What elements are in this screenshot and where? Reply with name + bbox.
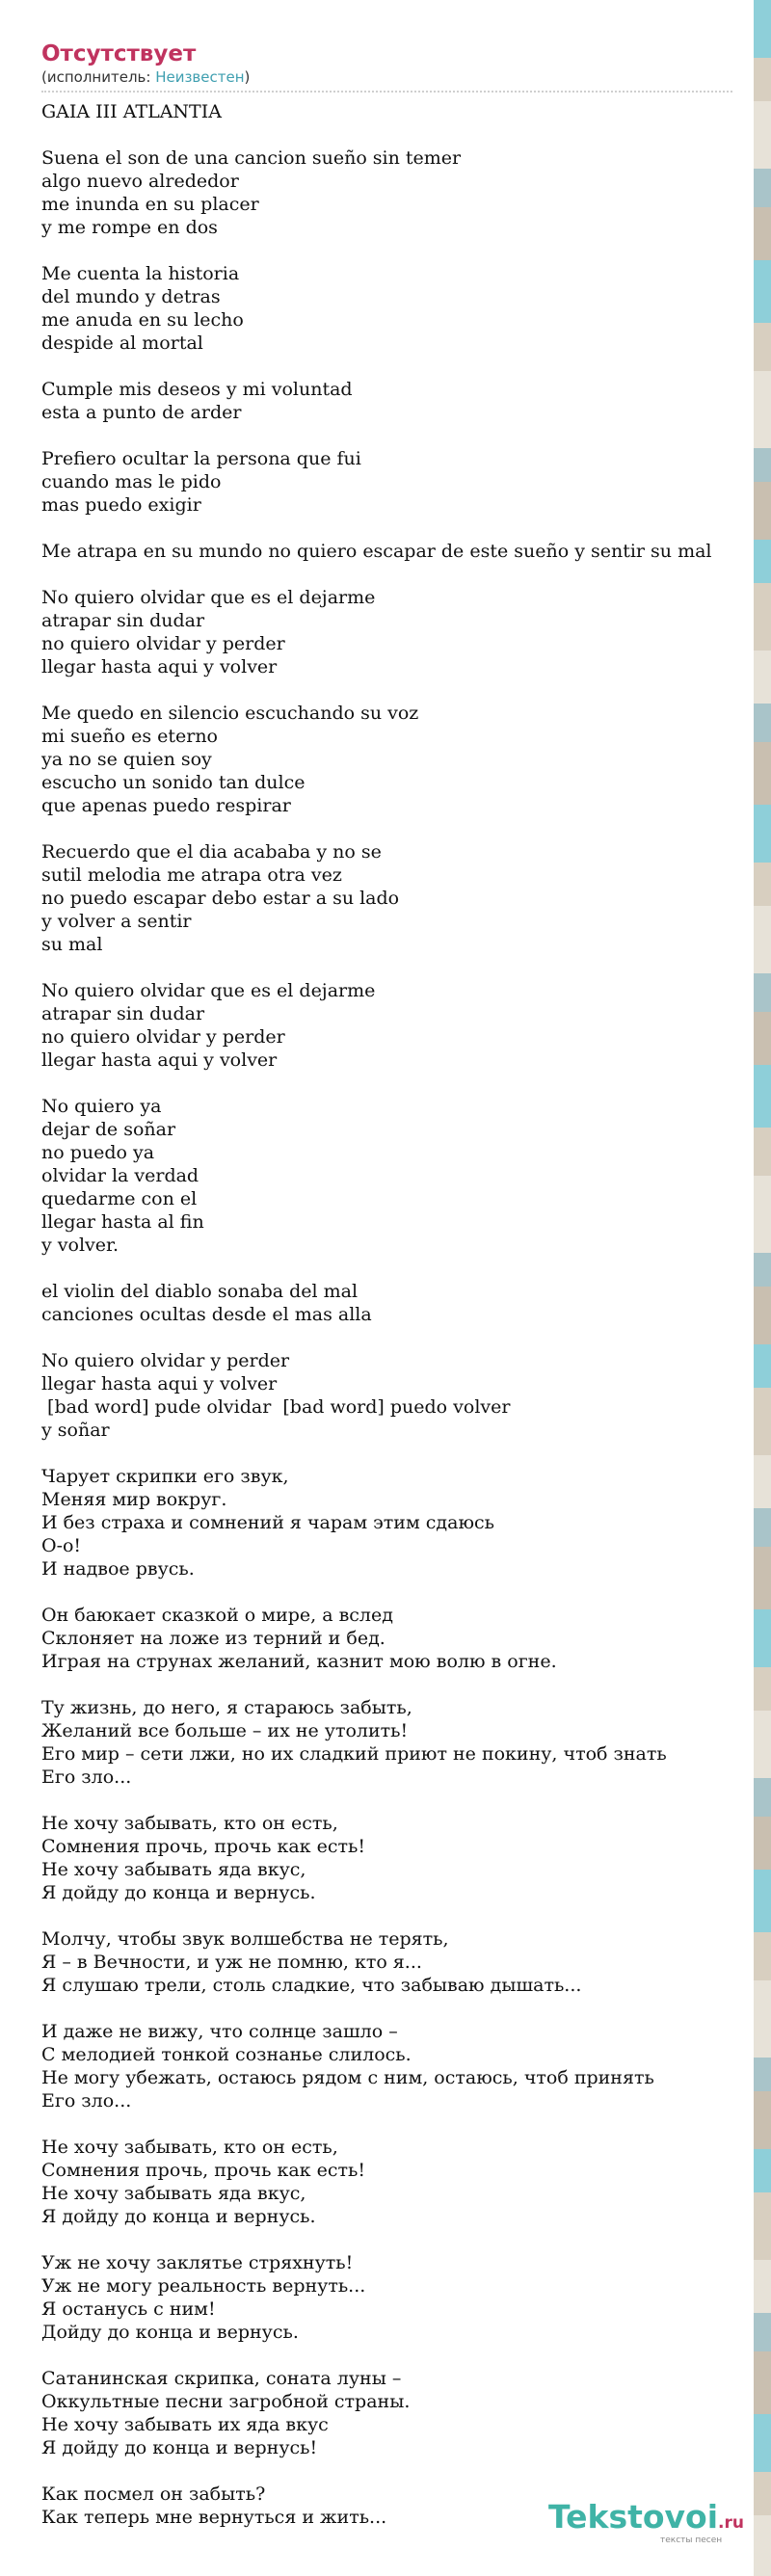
- lyrics-blank-line: [41, 517, 755, 540]
- lyrics-line: Я слушаю трели, столь сладкие, что забываю дышать...: [41, 1975, 582, 1996]
- lyrics-line: canciones ocultas desde el mas alla: [41, 1304, 372, 1325]
- lyrics-line: О-о!: [41, 1535, 82, 1556]
- stripe-segment: [754, 1287, 771, 1344]
- stripe-segment: [754, 2058, 771, 2091]
- lyrics-line: No quiero olvidar y perder: [41, 1350, 290, 1371]
- lyrics-line: Я останусь с ним!: [41, 2298, 216, 2320]
- lyrics-line: Его мир – сети лжи, но их сладкий приют не покину, чтоб знать: [41, 1743, 667, 1765]
- lyrics-line: Молчу, чтобы звук волшебства не терять,: [41, 1928, 449, 1950]
- artist-suffix: ): [244, 68, 251, 86]
- stripe-segment: [754, 371, 771, 448]
- lyrics-blank-line: [41, 2459, 755, 2483]
- lyrics-line: mas puedo exigir: [41, 494, 201, 516]
- lyrics-line: И даже не вижу, что солнце зашло –: [41, 2021, 398, 2042]
- stripe-segment: [754, 2091, 771, 2149]
- stripe-segment: [754, 1508, 771, 1547]
- stripe-segment: [754, 1012, 771, 1065]
- lyrics-blank-line: [41, 1789, 755, 1812]
- lyrics-line: Уж не могу реальность вернуть...: [41, 2275, 366, 2297]
- logo-name: Tekstovoi: [548, 2498, 719, 2536]
- stripe-segment: [754, 1176, 771, 1253]
- lyrics-blank-line: [41, 1442, 755, 1465]
- stripe-segment: [754, 2192, 771, 2260]
- stripe-segment: [754, 1065, 771, 1128]
- stripe-segment: [754, 1128, 771, 1176]
- lyrics-blank-line: [41, 1997, 755, 2020]
- lyrics-line: esta a punto de arder: [41, 402, 242, 423]
- stripe-segment: [754, 448, 771, 482]
- stripe-segment: [754, 169, 771, 207]
- lyrics-line: el violin del diablo sonaba del mal: [41, 1281, 359, 1302]
- lyrics-blank-line: [41, 2228, 755, 2251]
- stripe-segment: [754, 482, 771, 540]
- lyrics-line: Me quedo en silencio escuchando su voz: [41, 703, 419, 724]
- stripe-segment: [754, 260, 771, 323]
- stripe-segment: [754, 2472, 771, 2515]
- lyrics-blank-line: [41, 1580, 755, 1604]
- stripe-segment: [754, 58, 771, 101]
- stripe-segment: [754, 805, 771, 863]
- lyrics-line: Сомнения прочь, прочь как есть!: [41, 2160, 365, 2181]
- lyrics-line: Его зло...: [41, 1766, 132, 1788]
- lyrics-line: Я дойду до конца и вернусь!: [41, 2437, 318, 2458]
- lyrics-blank-line: [41, 424, 755, 447]
- stripe-segment: [754, 2260, 771, 2313]
- lyrics-blank-line: [41, 1072, 755, 1095]
- lyrics-blank-line: [41, 956, 755, 979]
- lyrics-line: Оккультные песни загробной страны.: [41, 2391, 411, 2412]
- stripe-segment: [754, 1344, 771, 1388]
- lyrics-line: Желаний все больше – их не утолить!: [41, 1720, 409, 1741]
- stripe-segment: [754, 973, 771, 1012]
- lyrics-line: llegar hasta aqui y volver: [41, 1049, 278, 1071]
- stripe-segment: [754, 0, 771, 58]
- stripe-segment: [754, 1253, 771, 1287]
- stripe-segment: [754, 906, 771, 973]
- artist-link[interactable]: Неизвестен: [155, 68, 245, 86]
- lyrics-line: quedarme con el: [41, 1188, 198, 1209]
- lyrics-line: sutil melodia me atrapa otra vez: [41, 864, 342, 886]
- lyrics-line: mi sueño es eterno: [41, 726, 218, 747]
- stripe-segment: [754, 1455, 771, 1508]
- lyrics-line: И надвое рвусь.: [41, 1558, 195, 1580]
- lyrics-line: Не хочу забывать, кто он есть,: [41, 1813, 338, 1834]
- lyrics-line: no puedo ya: [41, 1142, 155, 1163]
- lyrics-line: no quiero olvidar y perder: [41, 633, 285, 654]
- lyrics-line: llegar hasta aqui y volver: [41, 656, 278, 677]
- lyrics-line: No quiero olvidar que es el dejarme: [41, 980, 376, 1001]
- stripe-segment: [754, 2313, 771, 2351]
- artist-prefix: (исполнитель:: [41, 68, 156, 86]
- lyrics-line: Уж не хочу заклятье стряхнуть!: [41, 2252, 354, 2273]
- logo-tagline: тексты песен: [660, 2536, 723, 2545]
- lyrics-line: No quiero olvidar que es el dejarme: [41, 587, 376, 608]
- lyrics-page: [41, 40, 755, 2529]
- lyrics-line: Сомнения прочь, прочь как есть!: [41, 1836, 365, 1857]
- decorative-side-stripes: [754, 0, 771, 2576]
- lyrics-line: atrapar sin dudar: [41, 1003, 205, 1024]
- lyrics-line: Ту жизнь, до него, я стараюсь забыть,: [41, 1697, 412, 1718]
- lyrics-line: cuando mas le pido: [41, 471, 222, 492]
- lyrics-line: GAIA III ATLANTIA: [41, 101, 222, 122]
- lyrics-blank-line: [41, 1904, 755, 1927]
- lyrics-line: Склоняет на ложе из терний и бед.: [41, 1628, 386, 1649]
- lyrics-blank-line: [41, 1257, 755, 1280]
- stripe-segment: [754, 1817, 771, 1870]
- stripe-segment: [754, 2351, 771, 2414]
- lyrics-blank-line: [41, 817, 755, 840]
- lyrics-line: no quiero olvidar y perder: [41, 1026, 285, 1048]
- stripe-segment: [754, 1870, 771, 1932]
- lyrics-line: no puedo escapar debo estar a su lado: [41, 888, 400, 909]
- lyrics-line: algo nuevo alrededor: [41, 171, 239, 192]
- lyrics-line: Не хочу забывать, кто он есть,: [41, 2137, 338, 2158]
- lyrics-line: llegar hasta aqui y volver: [41, 1373, 278, 1394]
- lyrics-line: [bad word] pude olvidar [bad word] puedo volver: [41, 1396, 511, 1418]
- lyrics-line: Сатанинская скрипка, соната луны –: [41, 2368, 402, 2389]
- lyrics-blank-line: [41, 2112, 755, 2136]
- stripe-segment: [754, 2414, 771, 2472]
- stripe-segment: [754, 207, 771, 260]
- lyrics-line: escucho un sonido tan dulce: [41, 772, 306, 793]
- stripe-segment: [754, 2515, 771, 2576]
- stripe-segment: [754, 101, 771, 169]
- lyrics-line: Дойду до конца и вернусь.: [41, 2322, 299, 2343]
- lyrics-blank-line: [41, 355, 755, 378]
- lyrics-line: Me cuenta la historia: [41, 263, 240, 284]
- stripe-segment: [754, 742, 771, 805]
- lyrics-line: С мелодией тонкой сознанье слилось.: [41, 2044, 412, 2065]
- lyrics-line: Чарует скрипки его звук,: [41, 1466, 289, 1487]
- stripe-segment: [754, 1711, 771, 1778]
- lyrics-line: No quiero ya: [41, 1096, 162, 1117]
- stripe-segment: [754, 863, 771, 906]
- stripe-segment: [754, 1778, 771, 1817]
- stripe-segment: [754, 1609, 771, 1667]
- stripe-segment: [754, 583, 771, 651]
- lyrics-line: su mal: [41, 934, 103, 955]
- lyrics-line: Я – в Вечности, и уж не помню, кто я...: [41, 1952, 422, 1973]
- lyrics-blank-line: [41, 563, 755, 586]
- lyrics-line: Играя на струнах желаний, казнит мою волю в огне.: [41, 1651, 557, 1672]
- lyrics-text: [41, 100, 755, 2529]
- lyrics-blank-line: [41, 239, 755, 262]
- lyrics-line: Recuerdo que el dia acababa y no se: [41, 841, 382, 863]
- lyrics-blank-line: [41, 678, 755, 702]
- lyrics-line: Не хочу забывать их яда вкус: [41, 2414, 329, 2435]
- lyrics-line: ya no se quien soy: [41, 749, 212, 770]
- lyrics-line: Я дойду до конца и вернусь.: [41, 1882, 316, 1903]
- lyrics-line: Я дойду до конца и вернусь.: [41, 2206, 316, 2227]
- lyrics-line: que apenas puedo respirar: [41, 795, 291, 816]
- lyrics-line: y soñar: [41, 1420, 110, 1441]
- artist-line: [41, 68, 755, 86]
- stripe-segment: [754, 1932, 771, 1980]
- lyrics-line: y me rompe en dos: [41, 217, 218, 238]
- lyrics-line: del mundo y detras: [41, 286, 221, 307]
- lyrics-line: dejar de soñar: [41, 1119, 176, 1140]
- logo-tld: .ru: [718, 2513, 744, 2533]
- lyrics-line: y volver a sentir: [41, 911, 192, 932]
- lyrics-line: despide al mortal: [41, 332, 203, 354]
- song-title: Отсутствует: [41, 41, 197, 66]
- lyrics-line: Его зло...: [41, 2090, 132, 2111]
- lyrics-line: olvidar la verdad: [41, 1165, 199, 1186]
- stripe-segment: [754, 1980, 771, 2058]
- site-logo[interactable]: [548, 2498, 744, 2556]
- lyrics-line: Как теперь мне вернуться и жить...: [41, 2507, 387, 2528]
- lyrics-line: atrapar sin dudar: [41, 610, 205, 631]
- lyrics-line: Me atrapa en su mundo no quiero escapar de este sueño y sentir su mal: [41, 541, 712, 562]
- lyrics-line: Cumple mis deseos y mi voluntad: [41, 379, 353, 400]
- lyrics-line: me inunda en su placer: [41, 194, 259, 215]
- lyrics-line: Меняя мир вокруг.: [41, 1489, 227, 1510]
- title-divider: [41, 91, 732, 93]
- lyrics-line: Не могу убежать, остаюсь рядом с ним, остаюсь, чтоб принять: [41, 2067, 654, 2088]
- lyrics-line: И без страха и сомнений я чарам этим сдаюсь: [41, 1512, 494, 1533]
- stripe-segment: [754, 1388, 771, 1455]
- lyrics-line: me anuda en su lecho: [41, 309, 244, 331]
- lyrics-blank-line: [41, 1326, 755, 1349]
- lyrics-line: llegar hasta al fin: [41, 1211, 204, 1233]
- lyrics-blank-line: [41, 2344, 755, 2367]
- lyrics-line: Он баюкает сказкой о мире, а вслед: [41, 1605, 393, 1626]
- lyrics-blank-line: [41, 1673, 755, 1696]
- stripe-segment: [754, 1667, 771, 1711]
- lyrics-line: Не хочу забывать яда вкус,: [41, 2183, 306, 2204]
- lyrics-line: Prefiero ocultar la persona que fui: [41, 448, 361, 469]
- stripe-segment: [754, 704, 771, 742]
- stripe-segment: [754, 651, 771, 704]
- lyrics-blank-line: [41, 123, 755, 146]
- stripe-segment: [754, 1547, 771, 1609]
- stripe-segment: [754, 540, 771, 583]
- lyrics-line: Suena el son de una cancion sueño sin temer: [41, 147, 462, 169]
- stripe-segment: [754, 323, 771, 371]
- stripe-segment: [754, 2149, 771, 2192]
- lyrics-line: Как посмел он забыть?: [41, 2483, 266, 2505]
- lyrics-line: Не хочу забывать яда вкус,: [41, 1859, 306, 1880]
- lyrics-line: y volver.: [41, 1235, 120, 1256]
